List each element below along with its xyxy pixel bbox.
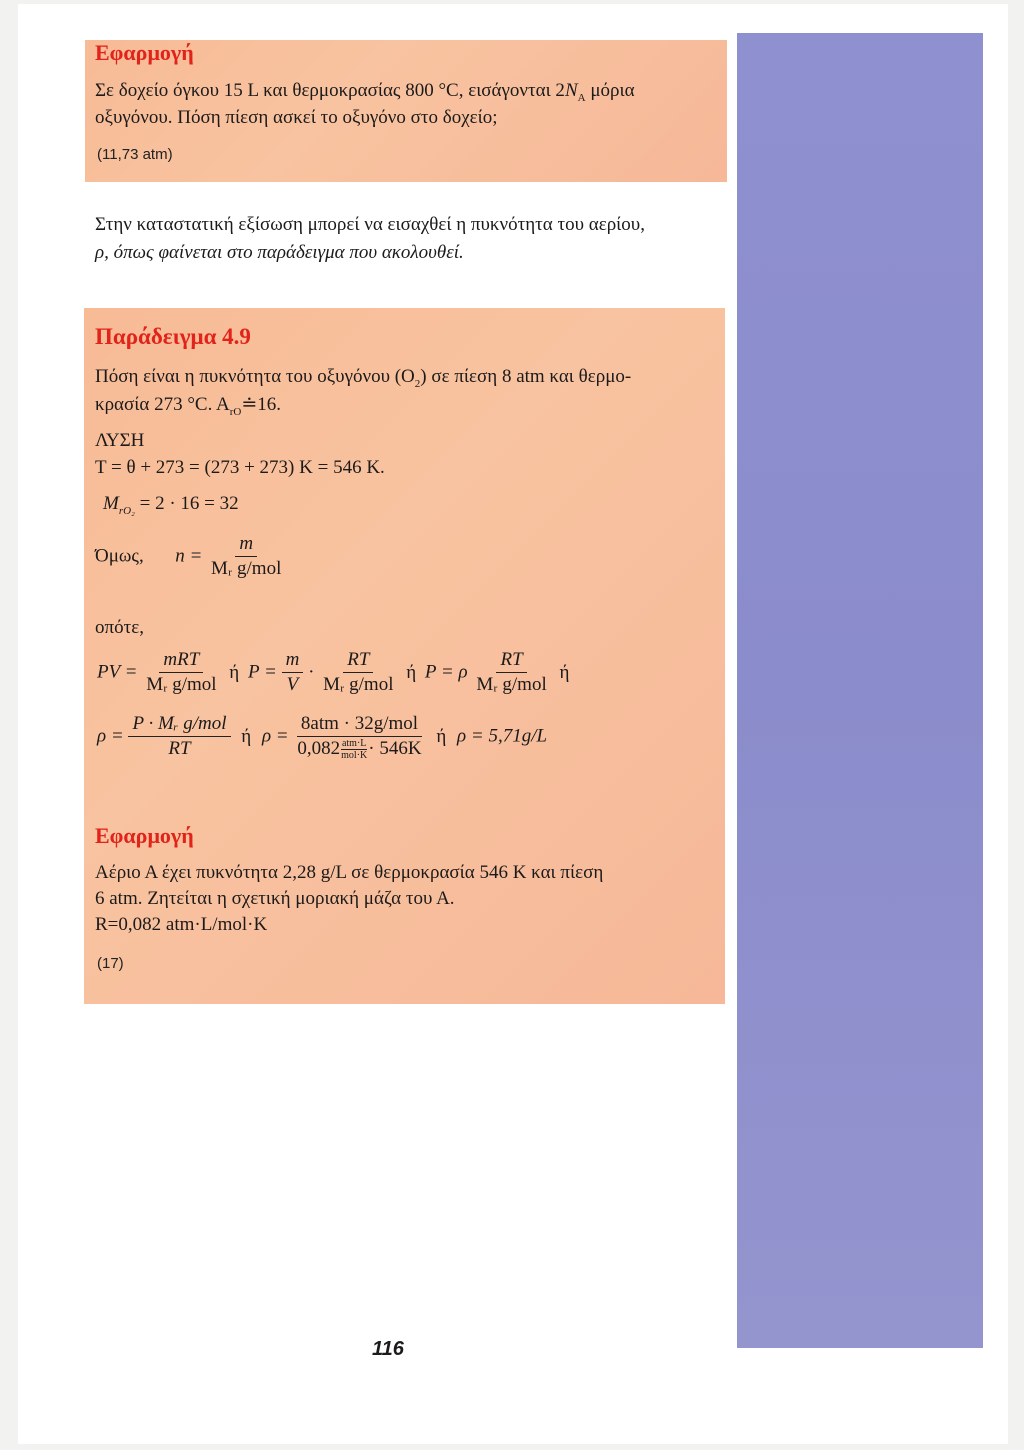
solution-label: ΛΥΣΗ xyxy=(95,430,145,451)
density-equation: ρ = $\frac{\text{P · Mᵣ g/mol}}{RT}$ ή ρ = 8atm · 32g/mol 0,082 $\frac{\text{atm·L}}{\text{mol·K}}$ · 546K ή ρ = 5,71g/L xyxy=(97,713,548,762)
temperature-equation: T = θ + 273 = (273 + 273) K = 546 K. xyxy=(95,457,385,478)
application-text-line-1: Σε δοχείο όγκου 15 L και θερμοκρασίας 800 °C, εισάγονται $2N_A$ μόρια xyxy=(95,80,635,104)
intro-text-line-2: ρ, όπως φαίνεται στο παράδειγμα που ακολουθεί. xyxy=(95,242,464,263)
application-2-text-line-3: R=0,082 atm·L/mol·K xyxy=(95,914,268,935)
molar-mass-equation: $M_{rO_2} = 2 \cdot 16 = 32$ xyxy=(103,493,239,517)
application-text-line-2: οξυγόνου. Πόση πίεση ασκεί το οξυγόνο στο δοχείο; xyxy=(95,107,498,128)
example-text-line-2: κρασία 273 °C. $A_{rO}≐16$. xyxy=(95,394,282,418)
application-2-text-line-1: Αέριο Α έχει πυκνότητα 2,28 g/L σε θερμοκρασία 546 K και πίεση xyxy=(95,862,604,883)
application-2-text-line-2: 6 atm. Ζητείται η σχετική μοριακή μάζα του Α. xyxy=(95,888,455,909)
intro-text-line-1: Στην καταστατική εξίσωση μπορεί να εισαχθεί η πυκνότητα του αερίου, xyxy=(95,214,645,235)
application-heading: Εφαρμογή xyxy=(95,40,194,65)
application-2-answer: (17) xyxy=(97,955,124,972)
example-text-line-1: Πόση είναι η πυκνότητα του οξυγόνου $(O_2)$ σε πίεση 8 atm και θερμο- xyxy=(95,366,632,390)
side-decoration-band xyxy=(737,33,983,1348)
page-number: 116 xyxy=(372,1338,404,1360)
example-heading: Παράδειγμα 4.9 xyxy=(95,324,251,349)
moles-equation: Όμως, n = $\frac{m}{\text{Mᵣ g/mol}}$ xyxy=(95,533,282,579)
opote-label: οπότε, xyxy=(95,617,144,638)
application-answer: (11,73 atm) xyxy=(97,146,173,163)
ideal-gas-rearrangement: PV = $\frac{\text{mRT}}{\text{Mᵣ g/mol}}$ ή P = $\frac{m}{V}$ · $\frac{RT}{\text{Mᵣ g/mol}}$ ή P = ρ $\frac{RT}{\text{Mᵣ g/mol}}$ ή xyxy=(97,649,570,695)
application-2-heading: Εφαρμογή xyxy=(95,823,194,848)
